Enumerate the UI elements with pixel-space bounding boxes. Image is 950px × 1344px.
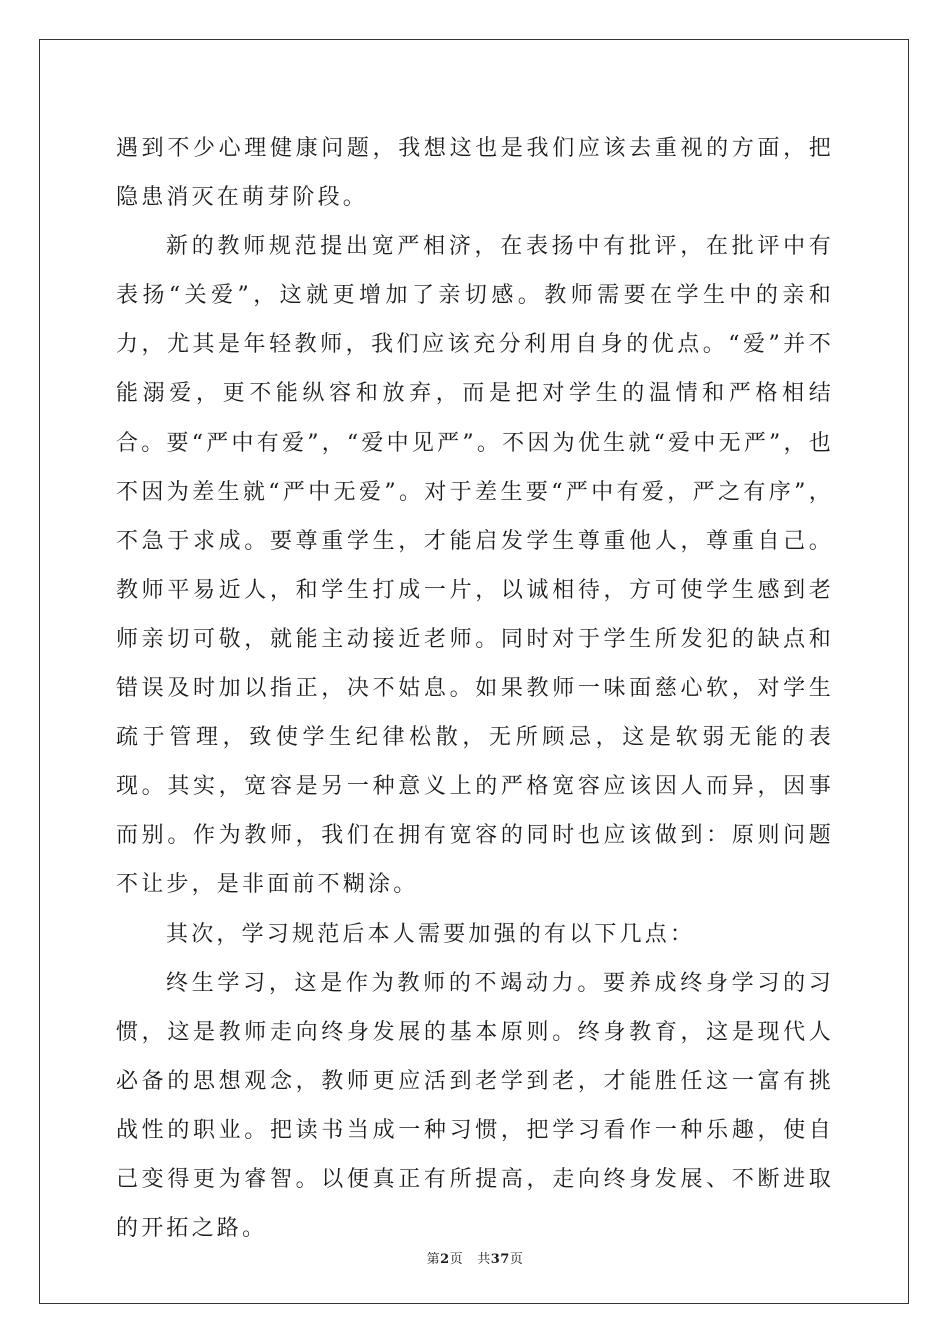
paragraph-2: 新的教师规范提出宽严相济，在表扬中有批评，在批评中有表扬“关爱”，这就更增加了亲切感。教师需要在学生中的亲和力，尤其是年轻教师，我们应该充分利用自身的优点。“爱”并不能溺爱，更不能纵容和放弃，而是把对学生的温情和严格相结合。要“严中有爱”，“爱中见严”。不因为优生就“爱中无严”，也不因为差生就“严中无爱”。对于差生要“严中有爱，严之有序”，不急于求成。要尊重学生，才能启发学生尊重他人，尊重自己。教师平易近人，和学生打成一片，以诚相待，方可使学生感到老师亲切可敬，就能主动接近老师。同时对于学生所发犯的缺点和错误及时加以指正，决不姑息。如果教师一味面慈心软，对学生疏于管理，致使学生纪律松散，无所顾忌，这是软弱无能的表现。其实，宽容是另一种意义上的严格宽容应该因人而异，因事而别。作为教师，我们在拥有宽容的同时也应该做到：原则问题不让步，是非面前不糊涂。 — [116, 234, 834, 898]
page-footer — [0, 1248, 950, 1267]
page-suffix: 页 — [449, 1252, 464, 1267]
document-body — [116, 124, 834, 1253]
page-prefix: 第 — [426, 1252, 441, 1267]
paragraph-1: 遇到不少心理健康问题，我想这也是我们应该去重视的方面，把隐患消灭在萌芽阶段。 — [116, 136, 834, 211]
total-prefix: 共 — [477, 1252, 491, 1267]
total-pages-indicator — [477, 1252, 523, 1267]
total-pages: 37 — [490, 1252, 510, 1267]
total-suffix: 页 — [509, 1252, 524, 1267]
page-indicator — [427, 1252, 464, 1267]
page-number: 2 — [440, 1252, 450, 1267]
paragraph-3: 其次，学习规范后本人需要加强的有以下几点： — [166, 921, 696, 947]
paragraph-4: 终生学习，这是作为教师的不竭动力。要养成终身学习的习惯，这是教师走向终身发展的基本原则。终身教育，这是现代人必备的思想观念，教师更应活到老学到老，才能胜任这一富有挑战性的职业。把读书当成一种习惯，把学习看作一种乐趣，使自己变得更为睿智。以便真正有所提高，走向终身发展、不断进取的开拓之路。 — [116, 970, 834, 1242]
